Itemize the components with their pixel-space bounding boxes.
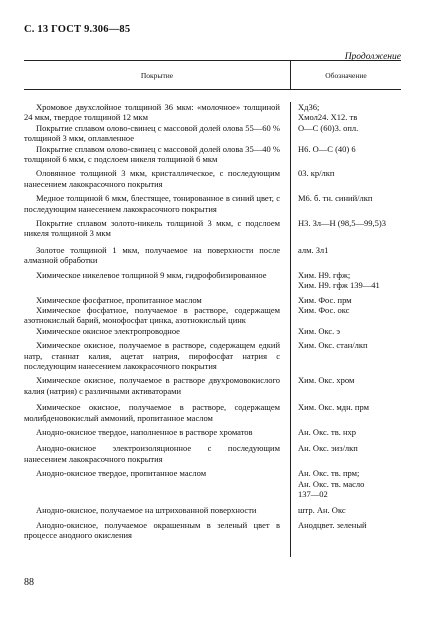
coatings-table — [24, 60, 401, 541]
coating-designation: Ан. Окс. эиз/лкп — [298, 443, 358, 454]
coating-designation: Хим. Фос. прм — [298, 294, 352, 305]
coating-description: Хромовое двухслойное толщиной 36 мкм: «молочное» толщиной 24 мкм, твердое толщиной 12 мкм — [24, 102, 280, 123]
coating-description: Анодно-окисное, получаемое окрашенным в зеленый цвет в процессе анодного окисления — [24, 519, 280, 541]
column-header-coating: Покрытие — [24, 61, 291, 89]
coating-designation: Ан. Окс. тв. прм; Ан. Окс. тв. масло 137—02 — [298, 468, 365, 499]
table-row — [24, 123, 401, 144]
coating-designation: Хим. Окс. э — [298, 325, 341, 336]
coating-designation: 03. кр/лкп — [298, 168, 335, 179]
coating-designation: М6. б. тн. синий/лкп — [298, 193, 373, 204]
table-row — [24, 402, 401, 423]
coating-description: Покрытие сплавом олово-свинец с массовой долей олова 35—40 % толщиной 6 мкм, с подслоем никеля толщиной 6 мкм — [24, 143, 280, 165]
coating-description: Анодно-окисное электроизоляционное с последующим нанесением лакокрасочного покрытия — [24, 443, 280, 464]
coating-designation: Хим. Окс. хром — [298, 375, 355, 386]
table-row — [24, 270, 401, 291]
coating-designation: Хим. Окс. мдн. прм — [298, 402, 369, 413]
coating-description: Покрытие сплавом олово-свинец с массовой долей олова 55—60 % толщиной 3 мкм, оплавленное — [24, 122, 280, 144]
table-body — [24, 102, 401, 541]
coating-description: Химическое окисное, получаемое в растворе двухромовокислого калия (натрия) с различными активаторами — [24, 375, 280, 396]
table-header — [24, 60, 401, 90]
table-row — [24, 326, 401, 336]
table-row — [24, 427, 401, 437]
table-row — [24, 443, 401, 464]
page-header: С. 13 ГОСТ 9.306—85 — [24, 24, 131, 35]
coating-designation: О—С (60)3. опл. — [298, 122, 359, 133]
column-header-designation: Обозначение — [325, 70, 367, 80]
coating-designation: Н6. О—С (40) 6 — [298, 143, 356, 154]
table-row — [24, 468, 401, 499]
coating-designation: Хд36; Хмол24. Х12. тв — [298, 102, 358, 123]
table-row — [24, 520, 401, 541]
coating-designation: Анодцвет. зеленый — [298, 519, 367, 530]
coating-description: Химическое фосфатное, пропитанное маслом — [36, 294, 202, 305]
page-number: 88 — [24, 577, 34, 588]
coating-description: Химическое окисное, получаемое в растворе, содержащем едкий натр, станнат калия, ацетат натрия, пирофосфат натрия с последующим нанесением лакокрасочного покрытия — [24, 340, 280, 371]
table-row — [24, 168, 401, 189]
table-row — [24, 218, 401, 239]
table-row — [24, 245, 401, 266]
table-row — [24, 295, 401, 305]
coating-designation: Хим. Н9. гфж; Хим. Н9. гфж 139—41 — [298, 269, 380, 291]
column-divider — [290, 102, 291, 557]
coating-designation: Хим. Окс. стан/лкп — [298, 340, 368, 351]
table-row — [24, 305, 401, 326]
coating-designation: штр. Ан. Окс — [298, 505, 346, 516]
coating-description: Золотое толщиной 1 мкм, получаемое на поверхности после алмазной обработки — [24, 244, 280, 266]
coating-description: Медное толщиной 6 мкм, блестящее, тонированное в синий цвет, с последующим нанесением лакокрасочного покрытия — [24, 193, 280, 214]
coating-designation: Хим. Фос. окс — [298, 304, 350, 315]
coating-description: Химическое никелевое толщиной 9 мкм, гидрофобизированное — [36, 269, 267, 280]
table-row — [24, 375, 401, 396]
coating-description: Анодно-окисное, получаемое на штрихованной поверхности — [36, 505, 257, 516]
table-row — [24, 193, 401, 214]
table-row — [24, 144, 401, 165]
coating-description: Химическое фосфатное, получаемое в растворе, содержащем азотнокислый барий, монофосфат цинка, азотнокислый цинк — [24, 304, 280, 326]
table-row — [24, 340, 401, 371]
coating-description: Химическое окисное, получаемое в растворе, содержащем молибденовокислый аммоний, пропитанное маслом — [24, 402, 280, 423]
coating-description: Анодно-окисное твердое, наполненное в растворе хроматов — [36, 426, 253, 437]
coating-designation: Н3. Зл—Н (98,5—99,5)3 — [298, 218, 386, 229]
continuation-label: Продолжение — [344, 52, 401, 62]
table-row — [24, 102, 401, 123]
coating-designation: алм. Зл1 — [298, 244, 329, 255]
coating-description: Химическое окисное электропроводное — [36, 325, 180, 336]
coating-designation: Ан. Окс. тв. нхр — [298, 426, 357, 437]
coating-description: Покрытие сплавом золото-никель толщиной 3 мкм, с подслоем никеля толщиной 3 мкм — [24, 218, 280, 239]
coating-description: Оловянное толщиной 3 мкм, кристаллическое, с последующим нанесением лакокрасочного покрытия — [24, 168, 280, 189]
table-row — [24, 505, 401, 515]
coating-description: Анодно-окисное твердое, пропитанное маслом — [36, 468, 207, 479]
